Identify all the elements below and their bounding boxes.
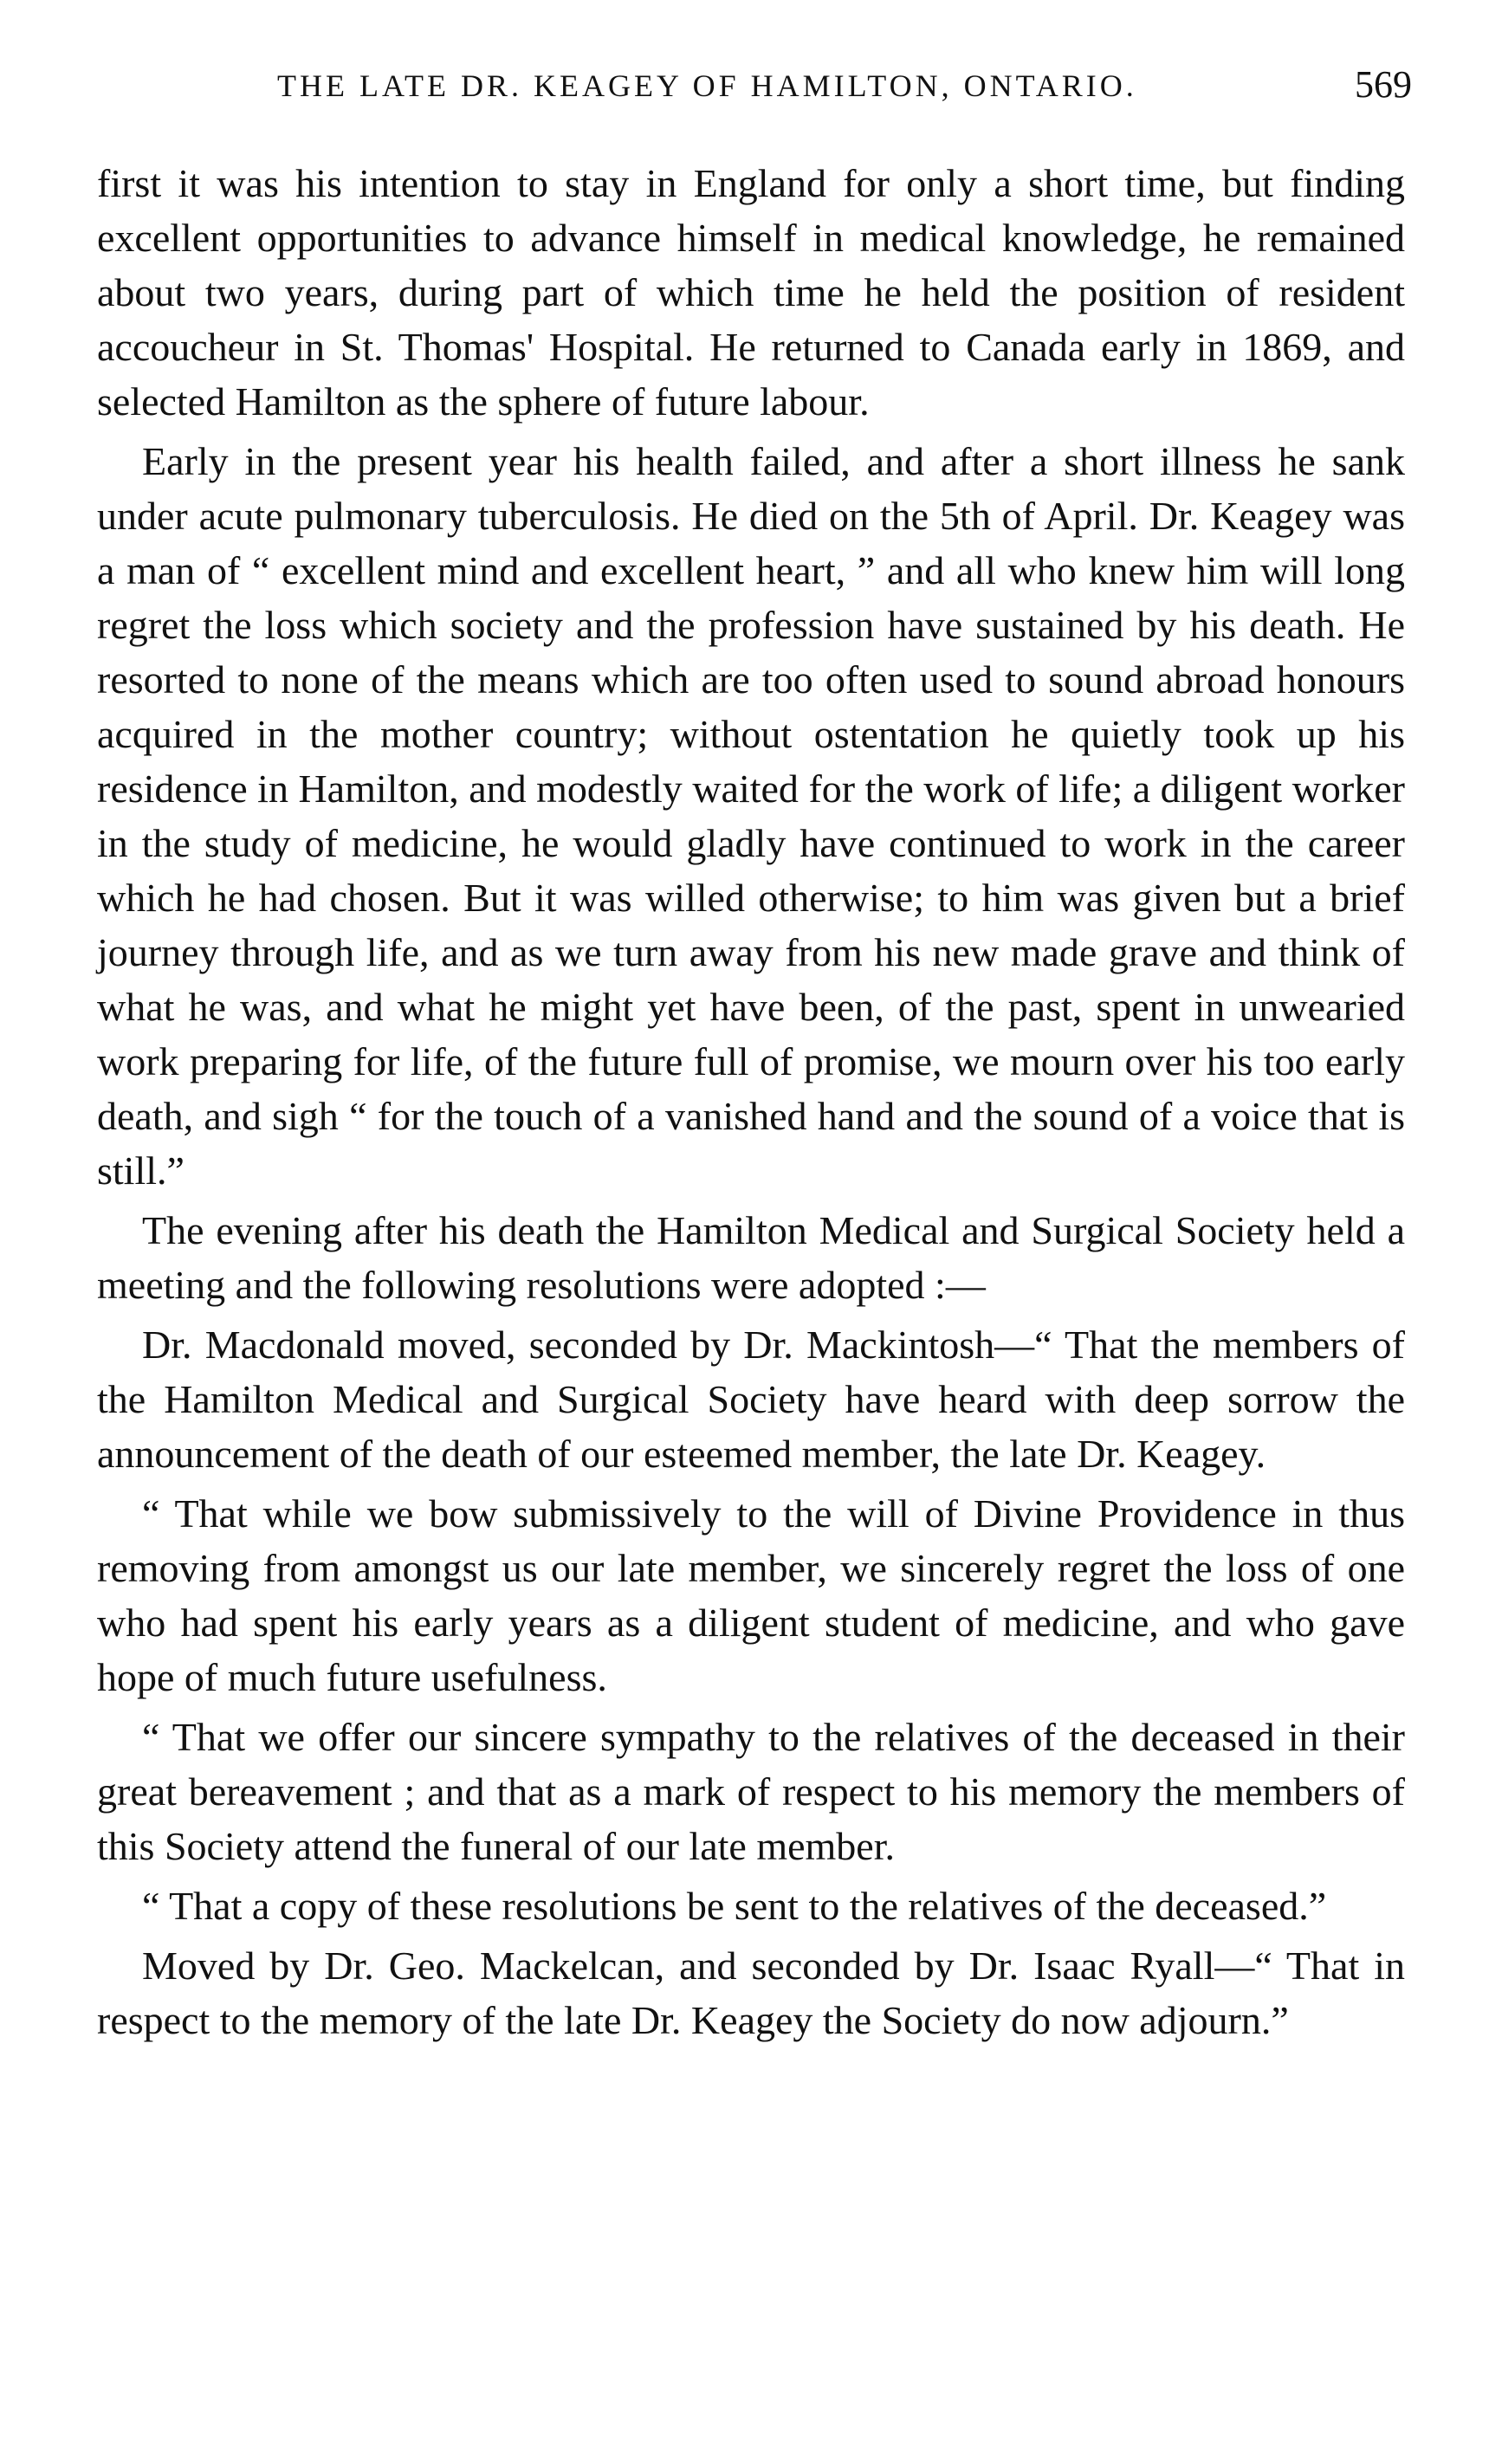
paragraph-adjournment: Moved by Dr. Geo. Mackelcan, and seconded by Dr. Isaac Ryall—“ That in respect to the memory of the late Dr. Keagey the Society do now adjourn.”: [97, 1943, 1405, 2042]
paragraph-society-meeting: The evening after his death the Hamilton Medical and Surgical Society held a meeting and the following resolutions were adopted :—: [97, 1208, 1405, 1307]
paragraph-continued: first it was his intention to stay in England for only a short time, but finding excellent opportunities to advance himself in medical knowledge, he remained about two years, during part of which time he held the position of resident accoucheur in St. Thomas' Hospital. He returned to Canada early in 1869, and selected Hamilton as the sphere of future labour.: [97, 161, 1405, 424]
page-number: 569: [1355, 63, 1412, 106]
paragraph-resolution-sympathy: “ That we offer our sincere sympathy to the relatives of the deceased in their great bereavement ; and that as a mark of respect to his memory the members of this Society attend the funeral of our late member.: [97, 1715, 1405, 1868]
running-title: THE LATE DR. KEAGEY OF HAMILTON, ONTARIO.: [277, 68, 1137, 103]
paragraph-illness-and-death: Early in the present year his health failed, and after a short illness he sank under acute pulmonary tuberculosis. He died on the 5th of April. Dr. Keagey was a man of “ excellent mind and excellent heart, ” and all who knew him will long regret the loss which society and the profession have sustained by his death. He resorted to none of the means which are too often used to sound abroad honours acquired in the mother country; without ostentation he quietly took up his residence in Hamilton, and modestly waited for the work of life; a diligent worker in the study of medicine, he would gladly have continued to work in the career which he had chosen. But it was willed otherwise; to him was given but a brief journey through life, and as we turn away from his new made grave and think of what he was, and what he might yet have been, of the past, spent in unwearied work preparing for life, of the future full of promise, we mourn over his too early death, and sigh “ for the touch of a vanished hand and the sound of a voice that is still.”: [97, 439, 1405, 1193]
paragraph-resolution-motion: Dr. Macdonald moved, seconded by Dr. Mackintosh—“ That the members of the Hamilton Medical and Surgical Society have heard with deep sorrow the announcement of the death of our esteemed member, the late Dr. Keagey.: [97, 1323, 1405, 1476]
article-body: [97, 156, 1405, 2053]
paragraph-resolution-regret: “ That while we bow submissively to the will of Divine Providence in thus removing from amongst us our late member, we sincerely regret the loss of one who had spent his early years as a diligent student of medicine, and who gave hope of much future usefulness.: [97, 1491, 1405, 1699]
paragraph-resolution-copy: “ That a copy of these resolutions be sent to the relatives of the deceased.”: [142, 1884, 1327, 1928]
running-head: [95, 63, 1412, 120]
